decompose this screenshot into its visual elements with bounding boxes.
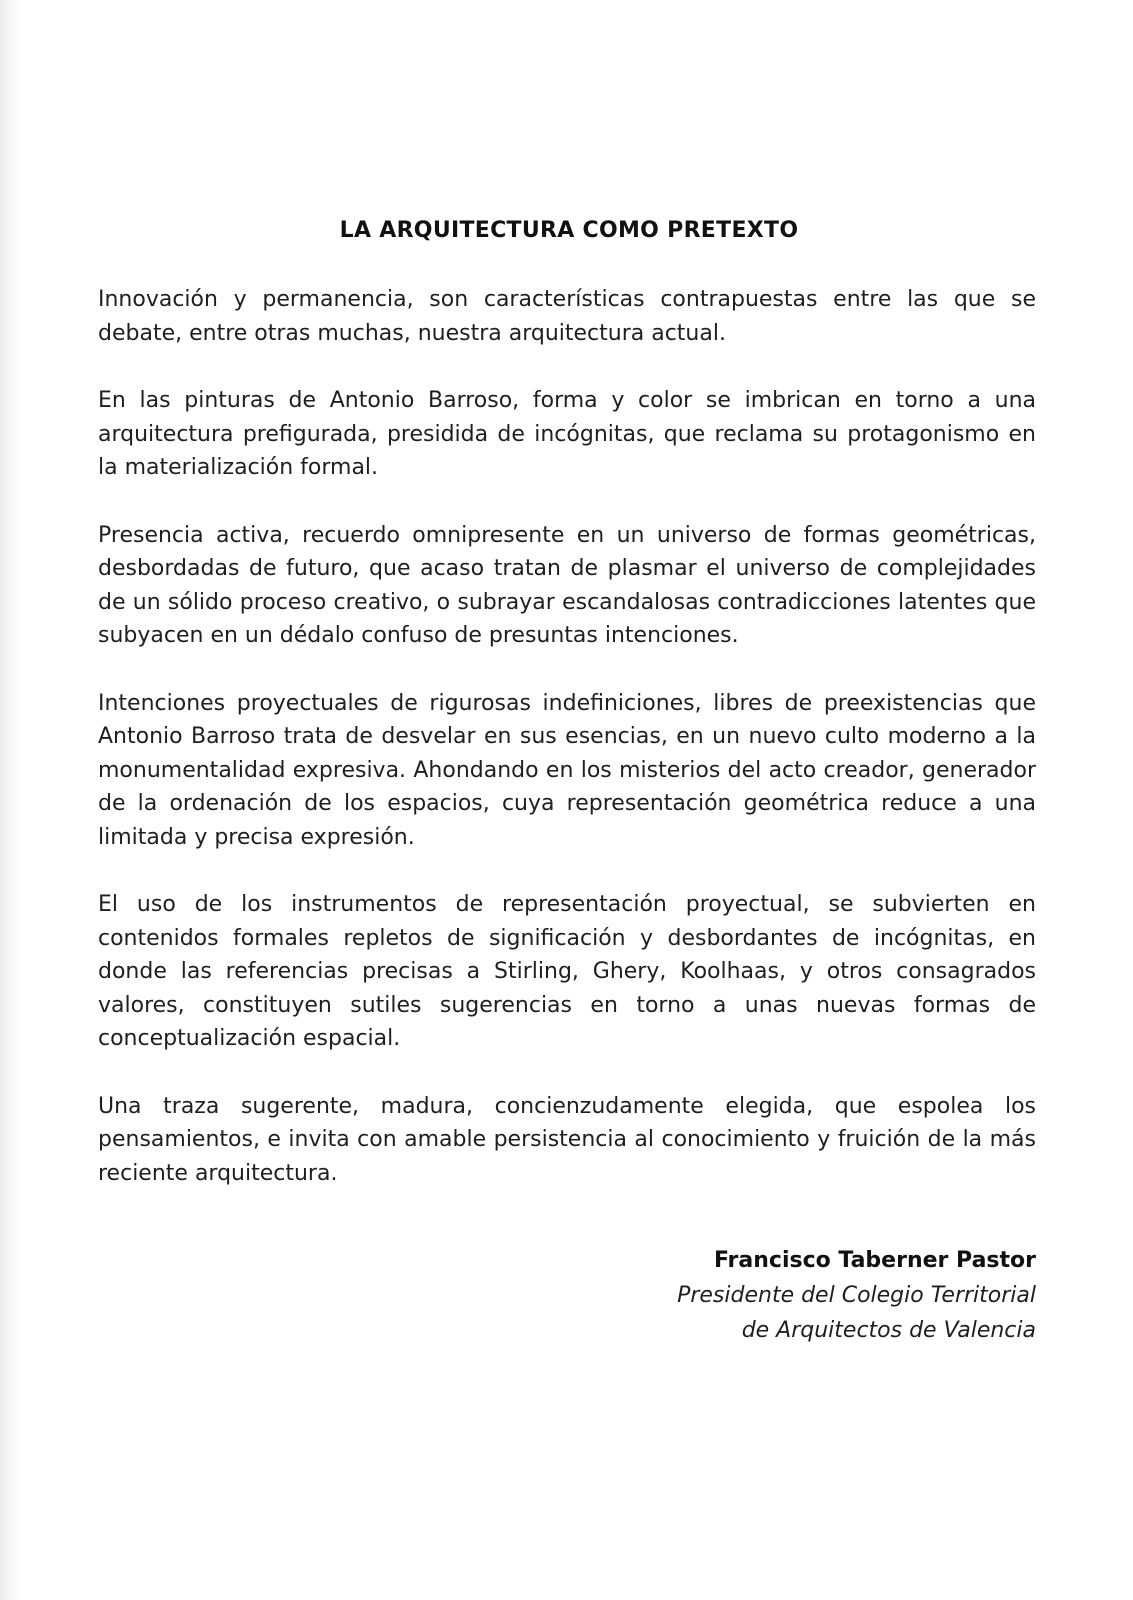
paragraph-6: Una traza sugerente, madura, concienzudamente elegida, que espolea los pensamientos, e invita con amable persistencia al conocimiento y fruición de la más reciente arquitectura. bbox=[98, 1093, 1036, 1186]
signature-name: Francisco Taberner Pastor bbox=[713, 1248, 1036, 1273]
paragraph-1: Innovación y permanencia, son características contrapuestas entre las que se debate, entre otras muchas, nuestra arquitectura actual. bbox=[98, 287, 1036, 346]
signature-role-line-1: Presidente del Colegio Territorial bbox=[677, 1283, 1036, 1308]
paragraph-2: En las pinturas de Antonio Barroso, forma y color se imbrican en torno a una arquitectura prefigurada, presidida de incógnitas, que reclama su protagonismo en la materialización formal. bbox=[98, 388, 1036, 480]
signature-role-line-2: de Arquitectos de Valencia bbox=[741, 1318, 1036, 1343]
document-page bbox=[98, 218, 1036, 1348]
signature-block bbox=[98, 1244, 1036, 1348]
document-title: LA ARQUITECTURA COMO PRETEXTO bbox=[339, 218, 799, 243]
paragraph-4: Intenciones proyectuales de rigurosas indefiniciones, libres de preexistencias que Antonio Barroso trata de desvelar en sus esencias, en un nuevo culto moderno a la monumentalidad expresiva. Ahondando en los misterios del acto creador, generador de la ordenación de los espacios, cuya representación geométrica reduce a una limitada y precisa expresión. bbox=[98, 690, 1036, 850]
scan-edge-shadow bbox=[0, 0, 22, 1600]
paragraph-5: El uso de los instrumentos de representación proyectual, se subvierten en contenidos formales repletos de significación y desbordantes de incógnitas, en donde las referencias precisas a Stirling, Ghery, Koolhaas, y otros consagrados valores, constituyen sutiles sugerencias en torno a unas nuevas formas de conceptualización espacial. bbox=[98, 892, 1036, 1051]
paragraph-3: Presencia activa, recuerdo omnipresente en un universo de formas geométricas, desbordadas de futuro, que acaso tratan de plasmar el universo de complejidades de un sólido proceso creativo, o subrayar escandalosas contradicciones latentes que subyacen en un dédalo confuso de presuntas intenciones. bbox=[98, 522, 1036, 648]
